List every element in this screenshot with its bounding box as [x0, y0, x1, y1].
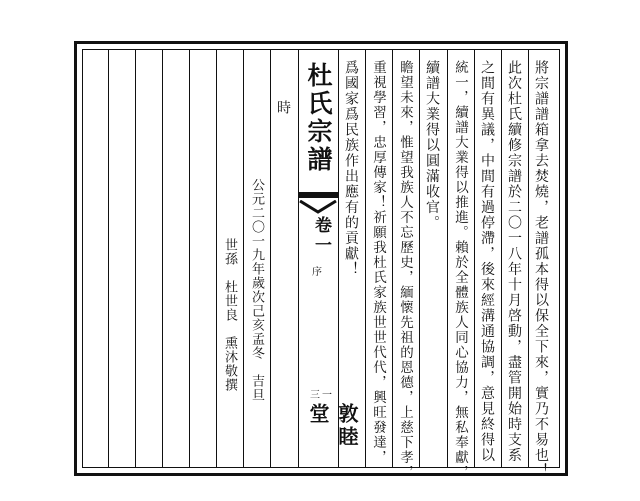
text-column: 瞻望未來，惟望我族人不忘歷史，緬懷先祖的恩德，上慈下孝， [397, 60, 413, 480]
text-column: 續譜大業得以圓滿收官。 [424, 60, 440, 231]
column-rule [447, 50, 448, 467]
time-label: 時 [275, 100, 291, 116]
text-column: 之間有異議，中間有過停滯，後來經溝通協調，意見終得以 [479, 60, 495, 463]
column-rule [162, 50, 163, 467]
column-rule [365, 50, 366, 467]
text-column: 統一，續譜大業得以推進。賴於全體族人同心協力，無私奉獻， [452, 60, 468, 480]
page-number: 三一 [310, 390, 334, 401]
text-column: 此次杜氏續修宗譜於二〇一八年十月啓動，盡管開始時支系 [506, 60, 522, 463]
column-rule [270, 50, 271, 467]
author-line: 世孫 杜世良 熏沐敬撰 [222, 238, 237, 392]
column-rule [528, 50, 529, 467]
column-rule [243, 50, 244, 467]
column-rule [474, 50, 475, 467]
section-label: 序 [312, 267, 322, 278]
text-column: 重視學習，忠厚傳家！祈願我杜氏家族世世代代，興旺發達， [370, 60, 386, 465]
volume-label: 卷一 [311, 216, 331, 256]
column-rule [108, 50, 109, 467]
hall-name: 敦睦堂 [306, 403, 359, 449]
column-rule [501, 50, 502, 467]
text-column: 爲國家爲民族作出應有的貢獻！ [343, 60, 359, 277]
column-rule [392, 50, 393, 467]
text-column: 將宗譜譜箱拿去焚燒，老譜孤本得以保全下來，實乃不易也！ [533, 60, 549, 479]
spine-bar [298, 192, 338, 198]
book-title: 杜氏宗譜 [304, 62, 333, 174]
column-rule [419, 50, 420, 467]
column-rule [216, 50, 217, 467]
date-line: 公元二〇一九年歲次己亥孟冬 吉旦 [249, 178, 264, 402]
fishtail-mark [299, 200, 337, 214]
column-rule [135, 50, 136, 467]
column-rule [189, 50, 190, 467]
